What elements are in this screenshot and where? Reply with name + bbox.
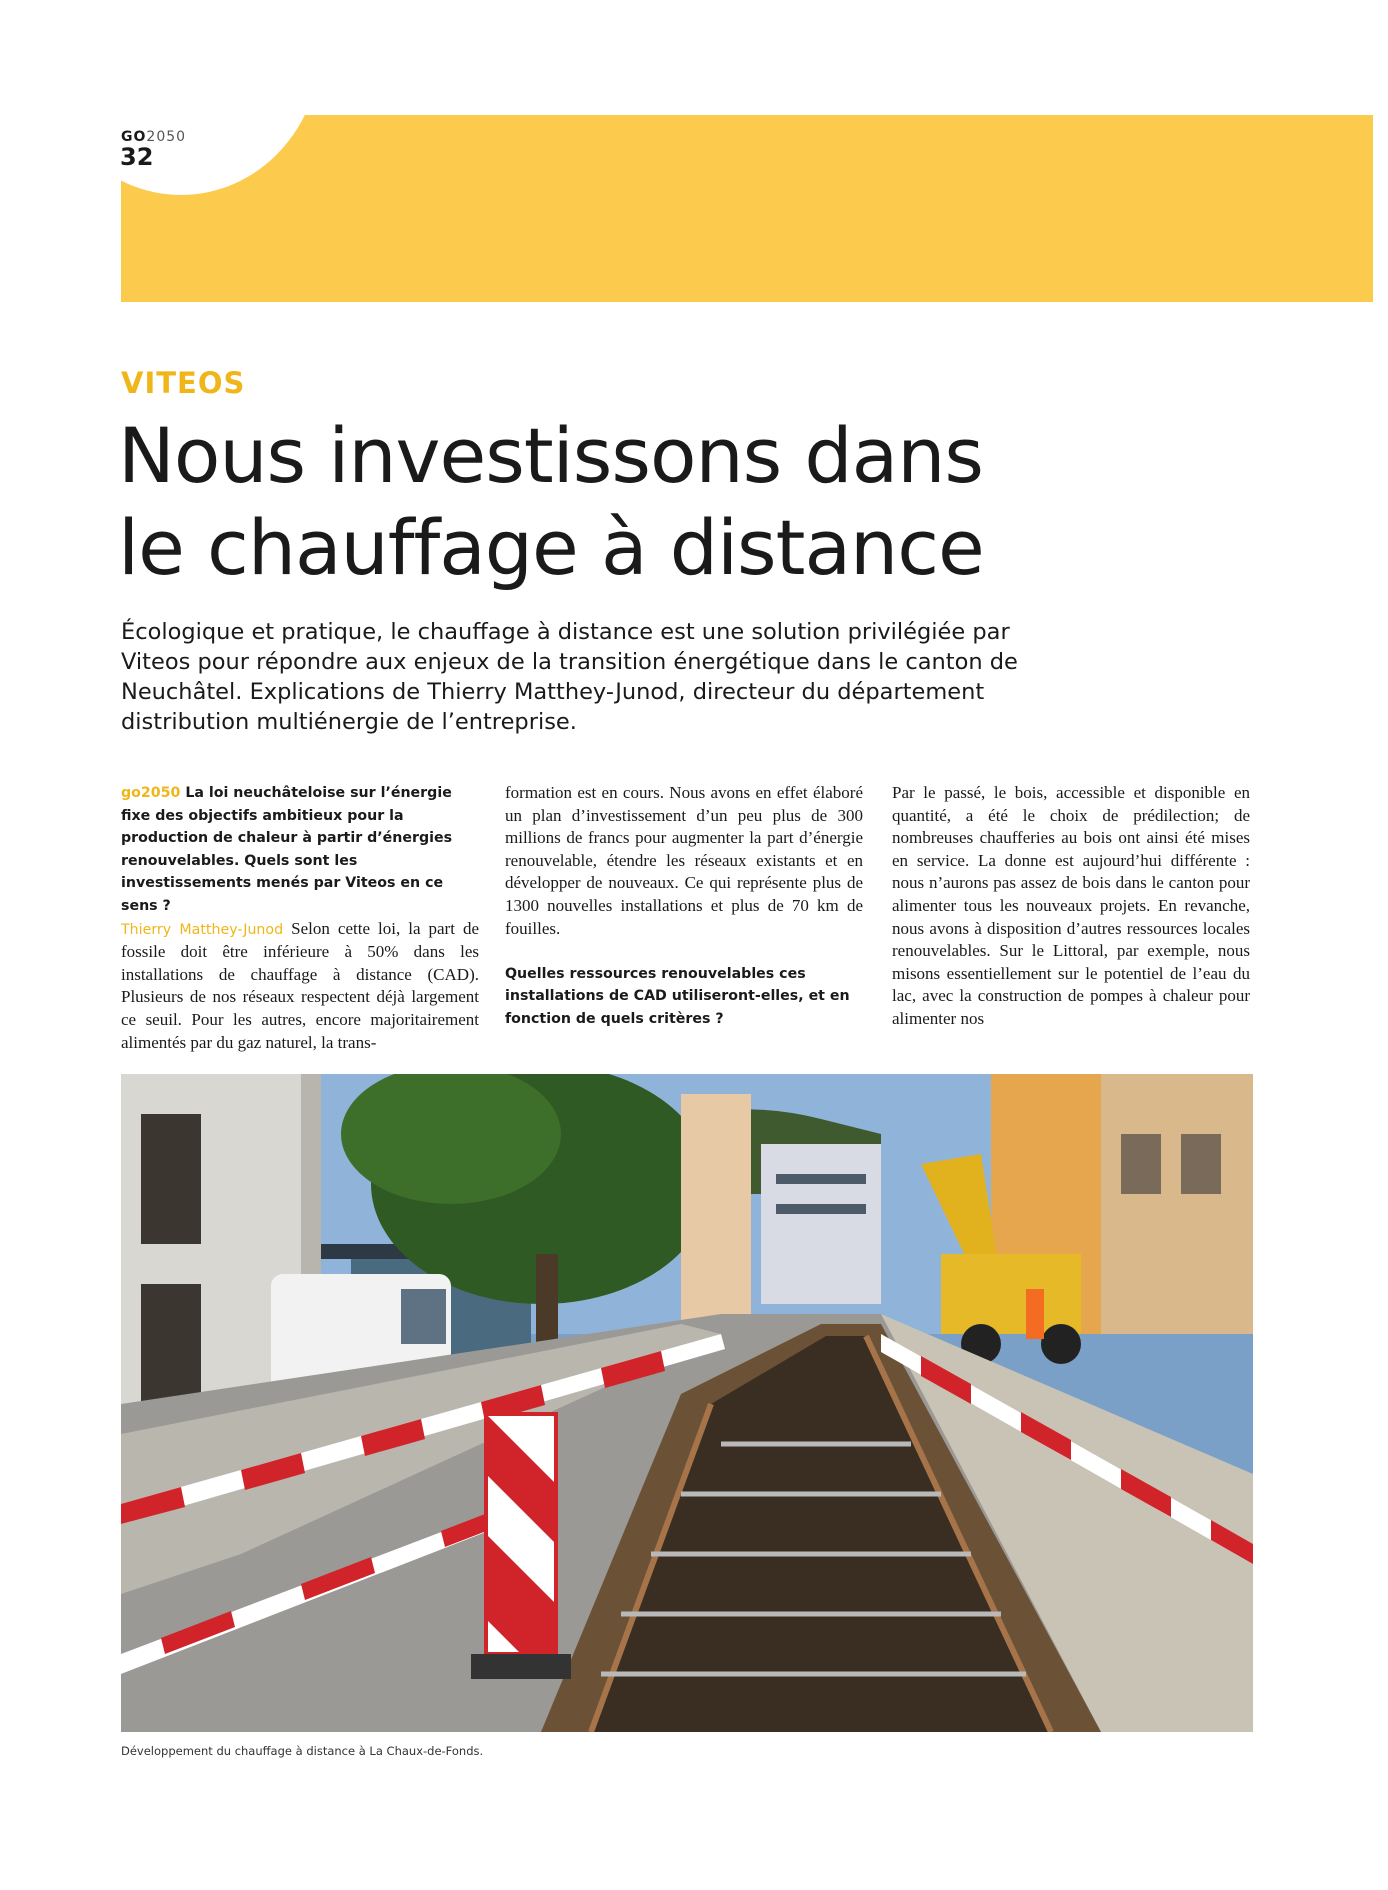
text-column-2 [505,782,863,1031]
page-number: 32 [120,143,154,171]
answer-1-start [121,918,479,1055]
speaker-name: Thierry Matthey-Junod [121,921,284,938]
headline-line-2: le chauffage à distance [118,503,984,592]
question-2: Quelles ressources renouvelables ces installations de CAD utiliseront-elles, et en fonction de quels critères ? [505,965,850,1027]
answer-1-col2: formation est en cours. Nous avons en effet élaboré un plan d’investissement d’un peu plus de 300 millions de francs pour augmenter la part d’énergie renouvelable, étendre les réseaux existants et en développer de nouveaux. Ce qui représente plus de 1300 nouvelles installations et plus de 70 km de fouilles. [505,783,863,938]
magazine-logo-go: GO [121,129,147,145]
question-1-brand: go2050 [121,785,181,801]
header-banner [121,115,1373,302]
text-column-3 [892,782,1250,1031]
question-1-text: La loi neuchâteloise sur l’énergie fixe des objectifs ambitieux pour la production de chaleur à partir d’énergies renouvelables. Quels sont les investissements menés par Viteos en ce sens ? [121,785,453,914]
section-label: VITEOS [121,366,246,400]
answer-1-col1: Selon cette loi, la part de fossile doit être inférieure à 50% dans les installations de chauffage à distance (CAD). Plusieurs de nos réseaux respectent déjà largement ce seuil. Pour les autres, encore majoritairement alimentés par du gaz naturel, la trans- [121,918,480,1052]
answer-2: Par le passé, le bois, accessible et disponible en quantité, a été le choix de prédilection; de nombreuses chaufferies au bois ont ainsi été mises en service. La donne est aujourd’hui différente : nous n’aurons pas assez de bois dans le canton pour alimenter tous les nouveaux projets. En revanche, nous avons à disposition d’autres ressources locales renouvelables. Sur le Littoral, par exemple, nous misons essentiellement sur le potentiel de l’eau du lac, avec la construction de pompes à chaleur pour alimenter nos [892,783,1250,1028]
question-1 [121,782,479,918]
photo-caption: Développement du chauffage à distance à La Chaux-de-Fonds. [121,1744,484,1758]
article-photo [121,1074,1253,1732]
headline-line-1: Nous investissons dans [118,411,983,500]
construction-trench-illustration [121,1074,1253,1732]
magazine-logo-year: 2050 [146,129,187,145]
text-column-1 [121,782,479,1054]
article-lead: Écologique et pratique, le chauffage à distance est une solution privilégiée par Viteos pour répondre aux enjeux de la transition énergétique dans le canton de Neuchâtel. Explications de Thierry Matthey-Junod, directeur du département distribution multiénergie de l’entreprise. [121,619,1018,735]
article-headline [118,410,1118,594]
